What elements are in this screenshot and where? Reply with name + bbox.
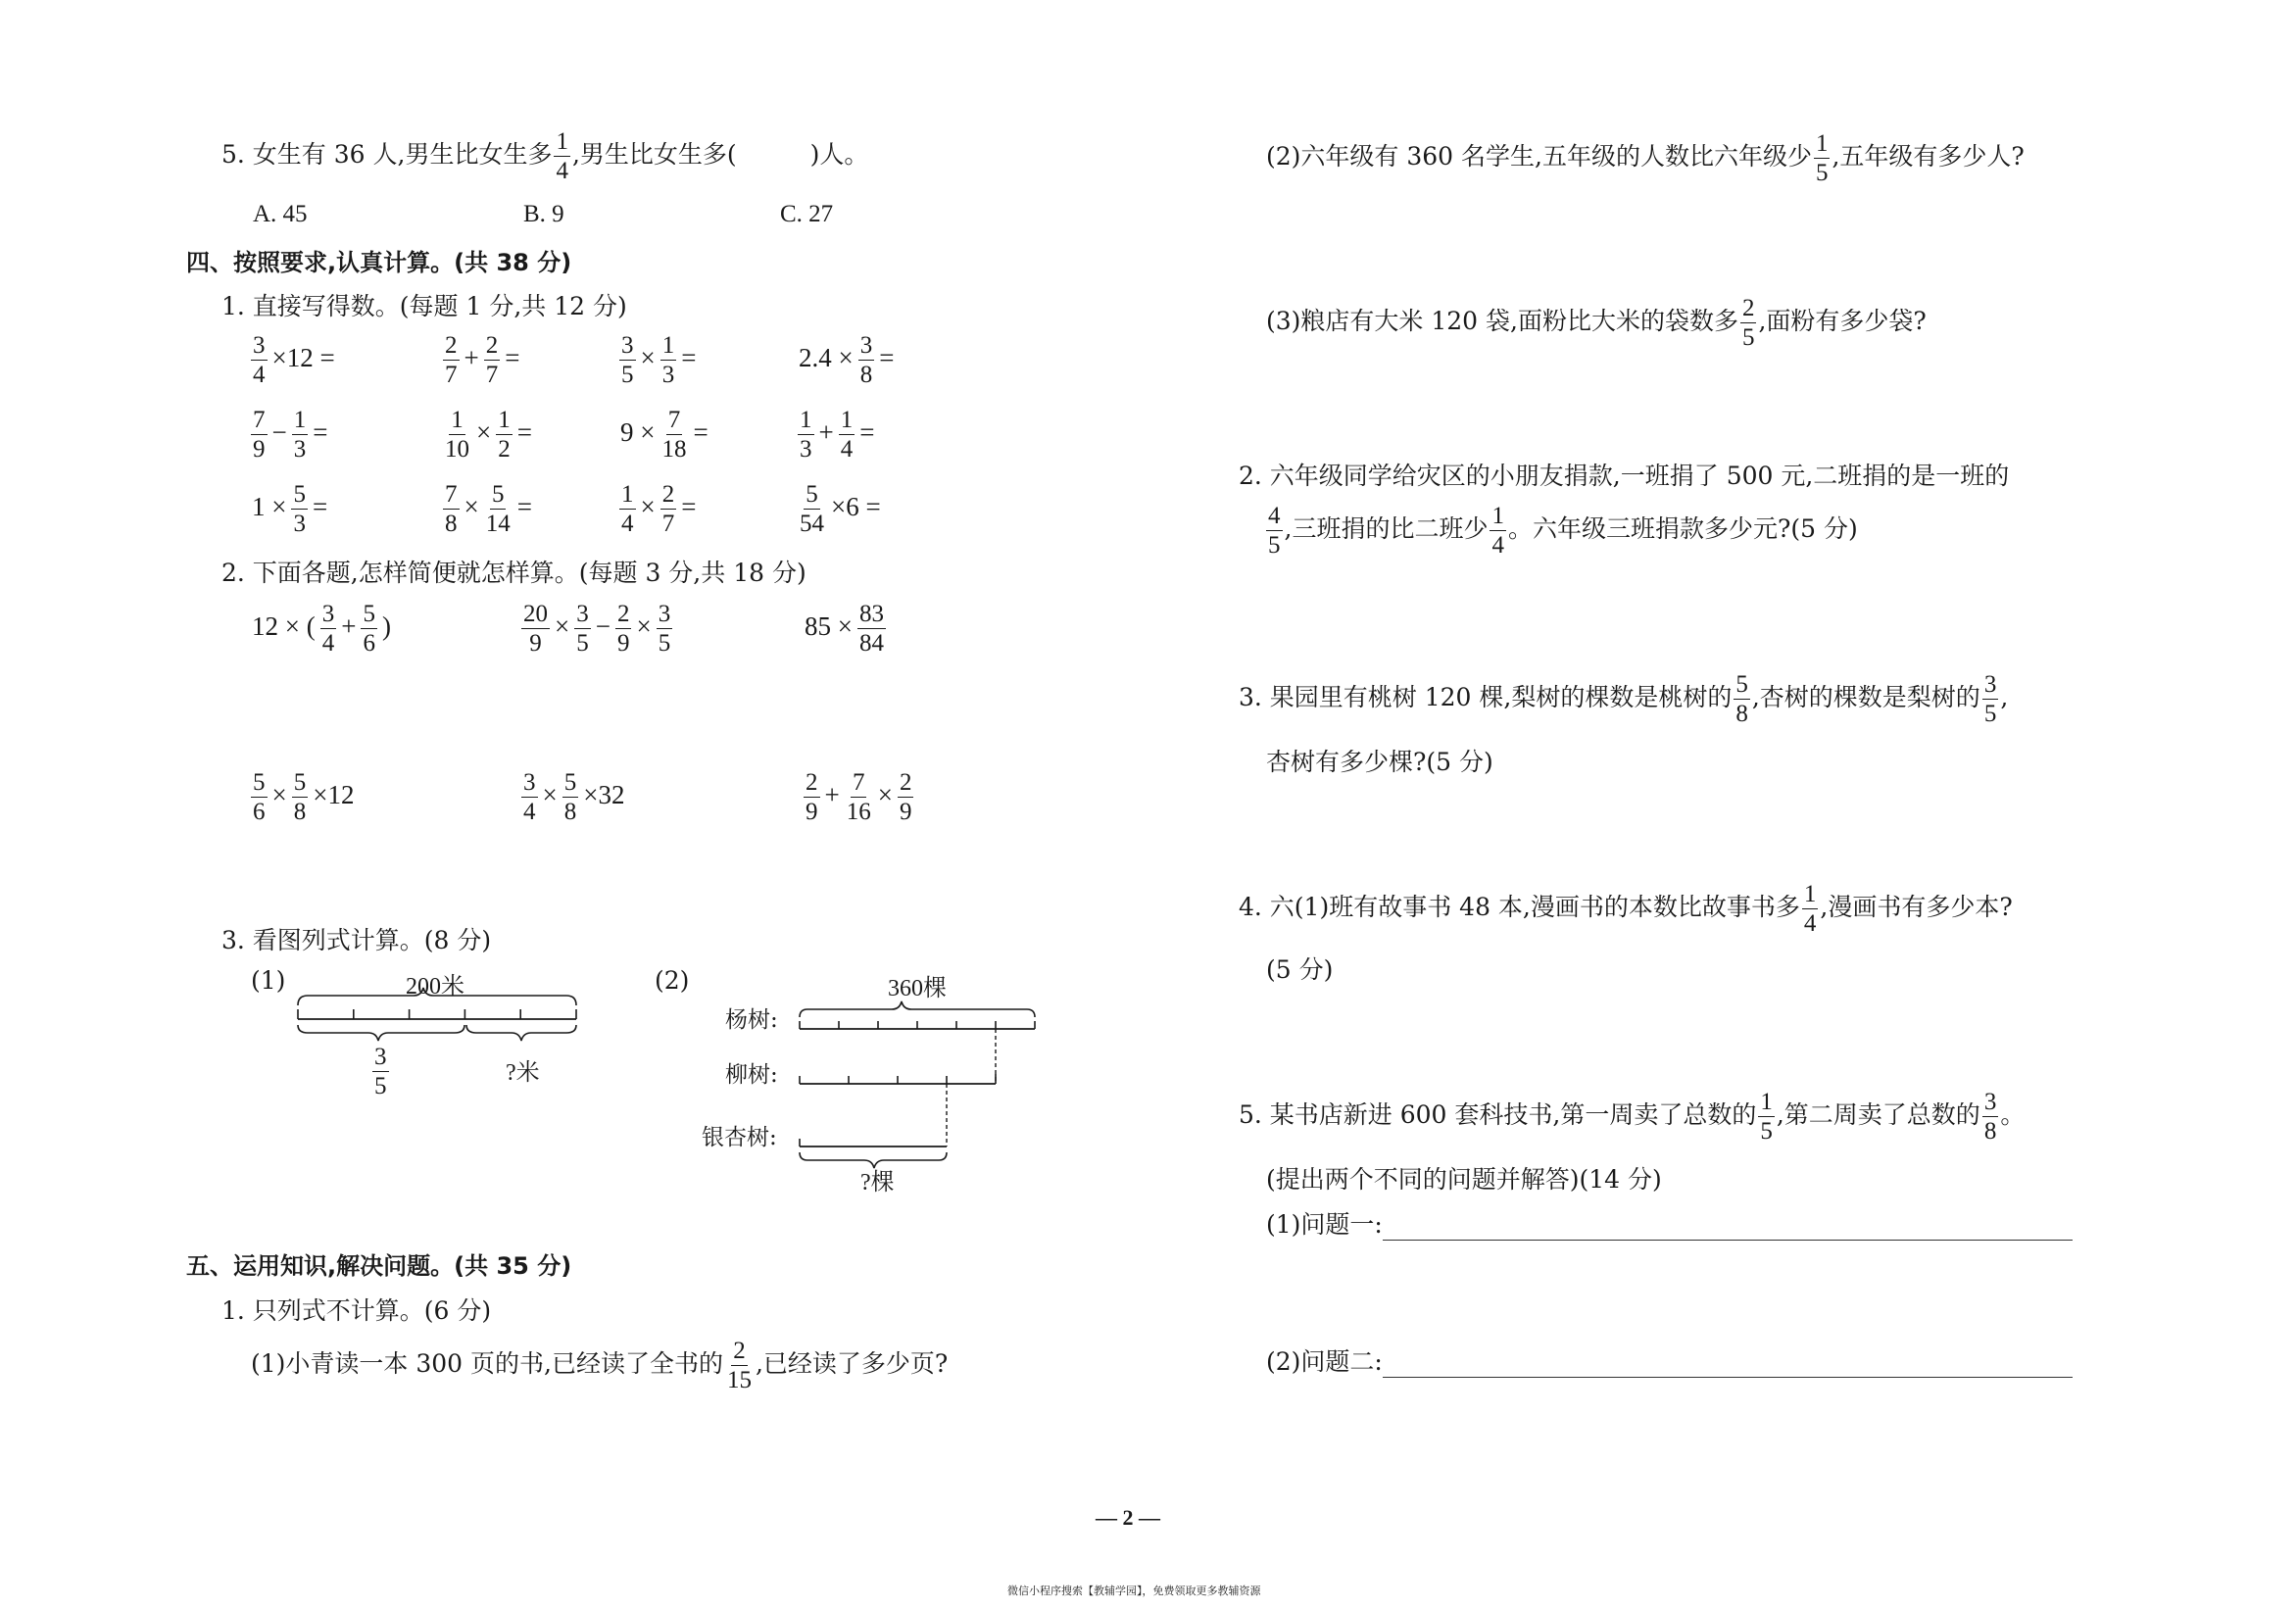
fraction: $\frac{20}{9}$ [523,601,548,657]
fraction: $\frac{1}{3}$ [293,407,307,463]
fraction: $\frac{1}{4}$ [1491,503,1504,559]
sub-1-title: 1. 直接写得数。(每题 1 分,共 12 分) [221,292,627,320]
calc-expression: $\frac{2}{7}$ + $\frac{2}{7}$ = [445,332,520,388]
calc-expression: $\frac{1}{3}$ + $\frac{1}{4}$ = [800,407,875,463]
fraction: $\frac{1}{3}$ [800,407,812,463]
fraction: $\frac{3}{4}$ [523,769,536,825]
calc-expression: $\frac{3}{4}$ ×12 = [253,332,335,388]
question-5-prefix: 5. 女生有 36 人,男生比女生多 [221,140,553,169]
diagram-1-fraction: $\frac{3}{5}$ [374,1044,387,1099]
fraction: $\frac{1}{4}$ [556,128,568,184]
fraction: $\frac{2}{9}$ [806,769,818,825]
fraction: $\frac{1}{2}$ [498,407,511,463]
diagram-2-label: (2) [655,966,690,995]
question-one-label: (1)问题一: [1266,1210,1383,1239]
fraction: $\frac{1}{3}$ [661,332,675,388]
fraction: $\frac{2}{15}$ [726,1338,752,1393]
question-two-label: (2)问题二: [1266,1347,1383,1376]
fraction: $\frac{3}{8}$ [1983,1089,1997,1145]
fraction: $\frac{3}{5}$ [1983,671,1997,727]
fraction: $\frac{3}{8}$ [859,332,873,388]
fraction: $\frac{2}{7}$ [485,332,499,388]
problem-5-line-1: 5. 某书店新进 600 套科技书,第一周卖了总数的 $\frac{1}{5}$ ,第二周卖了总数的 $\frac{3}{8}$ 。 [1239,1089,2026,1145]
fraction: $\frac{5}{8}$ [1735,671,1748,727]
problem-3-line-2: 杏树有多少棵?(5 分) [1266,748,1493,776]
calc-expression: $\frac{7}{9}$ − $\frac{1}{3}$ = [253,407,328,463]
sub-2-title: 2. 下面各题,怎样简便就怎样算。(每题 3 分,共 18 分) [221,559,806,587]
fraction: $\frac{1}{10}$ [445,407,469,463]
diagram-1-unknown: ?米 [506,1060,540,1086]
fraction: $\frac{2}{9}$ [899,769,912,825]
fraction: $\frac{5}{8}$ [293,769,307,825]
fraction: $\frac{3}{5}$ [658,601,671,657]
problem-2-line-2: $\frac{4}{5}$ ,三班捐的比二班少 $\frac{1}{4}$ 。六年级三班捐款多少元?(5 分) [1268,503,1858,559]
fraction: $\frac{1}{5}$ [1815,130,1829,186]
fraction: $\frac{5}{14}$ [485,481,511,537]
calc-expression: $\frac{1}{10}$ × $\frac{1}{2}$ = [445,407,532,463]
diagram-2-unknown: ?棵 [860,1170,895,1195]
calc-expression: $\frac{5}{54}$ ×6 = [800,481,881,537]
calc-expression: $\frac{7}{8}$ × $\frac{5}{14}$ = [445,481,532,537]
fraction: $\frac{1}{4}$ [1803,881,1817,937]
question-two-input[interactable] [1383,1351,2073,1378]
diagram-2-line-segments [784,990,1058,1186]
diagram-2-total: 360棵 [888,976,947,1001]
fraction: $\frac{5}{3}$ [293,481,306,537]
question-5-suffix: ,男生比女生多( )人。 [571,140,869,169]
fraction: $\frac{5}{6}$ [253,769,266,825]
calc-expression: 12 × ( $\frac{3}{4}$ + $\frac{5}{6}$ ) [252,601,391,657]
fraction: $\frac{7}{18}$ [661,407,687,463]
fraction: $\frac{2}{5}$ [1741,295,1755,351]
section-5-sub-1-title: 1. 只列式不计算。(6 分) [221,1296,492,1325]
option-c[interactable]: C. 27 [780,201,834,227]
calc-expression: $\frac{20}{9}$ × $\frac{3}{5}$ − $\frac{2}{9}$ × $\frac{3}{5}$ [523,601,671,657]
question-one-row [1266,1205,2073,1241]
calc-expression: $\frac{5}{6}$ × $\frac{5}{8}$ ×12 [253,769,355,825]
calc-expression: 2.4 × $\frac{3}{8}$ = [799,332,895,388]
diagram-1-label: (1) [251,966,286,995]
question-two-row [1266,1342,2073,1378]
page-number: — 2 — [1096,1505,1160,1530]
row-label-poplar: 杨树: [725,1007,778,1033]
fraction: $\frac{1}{4}$ [621,481,634,537]
question-5 [221,129,868,183]
fraction: $\frac{1}{4}$ [840,407,854,463]
fraction: $\frac{5}{8}$ [563,769,577,825]
problem-4-line-1: 4. 六(1)班有故事书 48 本,漫画书的本数比故事书多 $\frac{1}{4}$ ,漫画书有多少本? [1239,881,2013,937]
row-label-ginkgo: 银杏树: [702,1125,777,1150]
fraction: $\frac{4}{5}$ [1268,503,1281,559]
option-b[interactable]: B. 9 [523,201,564,227]
calc-expression: $\frac{3}{4}$ × $\frac{5}{8}$ ×32 [523,769,625,825]
fraction: $\frac{3}{4}$ [253,332,266,388]
calc-expression: $\frac{2}{9}$ + $\frac{7}{16}$ × $\frac{2}{9}$ [806,769,912,825]
diagram-1-total: 200米 [406,974,464,1000]
section-5-question-1: (1)小青读一本 300 页的书,已经读了全书的 $\frac{2}{15}$ ,已经读了多少页? [251,1338,949,1393]
sub-3-title: 3. 看图列式计算。(8 分) [221,926,492,954]
fraction: $\frac{7}{16}$ [846,769,871,825]
fraction: $\frac{83}{84}$ [858,601,884,657]
section-5-question-3: (3)粮店有大米 120 袋,面粉比大米的袋数多 $\frac{2}{5}$ ,面粉有多少袋? [1266,295,1927,351]
fraction: $\frac{3}{5}$ [621,332,634,388]
fraction: $\frac{7}{9}$ [253,407,266,463]
fraction: $\frac{2}{7}$ [661,481,675,537]
option-a[interactable]: A. 45 [253,201,308,227]
footer-note: 微信小程序搜索【教辅学园】，免费领取更多教辅资源 [1007,1585,1261,1597]
fraction: $\frac{2}{7}$ [445,332,458,388]
problem-4-line-2: (5 分) [1266,955,1334,984]
problem-2-line-1: 2. 六年级同学给灾区的小朋友捐款,一班捐了 500 元,二班捐的是一班的 [1239,462,2010,490]
problem-3-line-1: 3. 果园里有桃树 120 棵,梨树的棵数是桃树的 $\frac{5}{8}$ ,杏树的棵数是梨树的 $\frac{3}{5}$ , [1239,671,2009,727]
section-5-question-2: (2)六年级有 360 名学生,五年级的人数比六年级少 $\frac{1}{5}$ ,五年级有多少人? [1266,130,2025,186]
calc-expression: 85 × $\frac{83}{84}$ [805,601,884,657]
fraction: $\frac{5}{6}$ [363,601,375,657]
problem-5-line-2: (提出两个不同的问题并解答)(14 分) [1266,1165,1662,1194]
calc-expression: $\frac{3}{5}$ × $\frac{1}{3}$ = [621,332,697,388]
fraction: $\frac{3}{5}$ [576,601,589,657]
fraction: $\frac{2}{9}$ [616,601,630,657]
question-one-input[interactable] [1383,1214,2073,1241]
fraction: $\frac{5}{54}$ [800,481,824,537]
calc-expression: 9 × $\frac{7}{18}$ = [620,407,708,463]
fraction: $\frac{7}{8}$ [445,481,458,537]
section-4-title: 四、按照要求,认真计算。(共 38 分) [186,249,572,276]
calc-expression: 1 × $\frac{5}{3}$ = [252,481,328,537]
section-5-title: 五、运用知识,解决问题。(共 35 分) [186,1252,572,1280]
fraction: $\frac{3}{4}$ [321,601,335,657]
calc-expression: $\frac{1}{4}$ × $\frac{2}{7}$ = [621,481,697,537]
fraction: $\frac{1}{5}$ [1760,1089,1773,1145]
row-label-willow: 柳树: [725,1062,778,1088]
